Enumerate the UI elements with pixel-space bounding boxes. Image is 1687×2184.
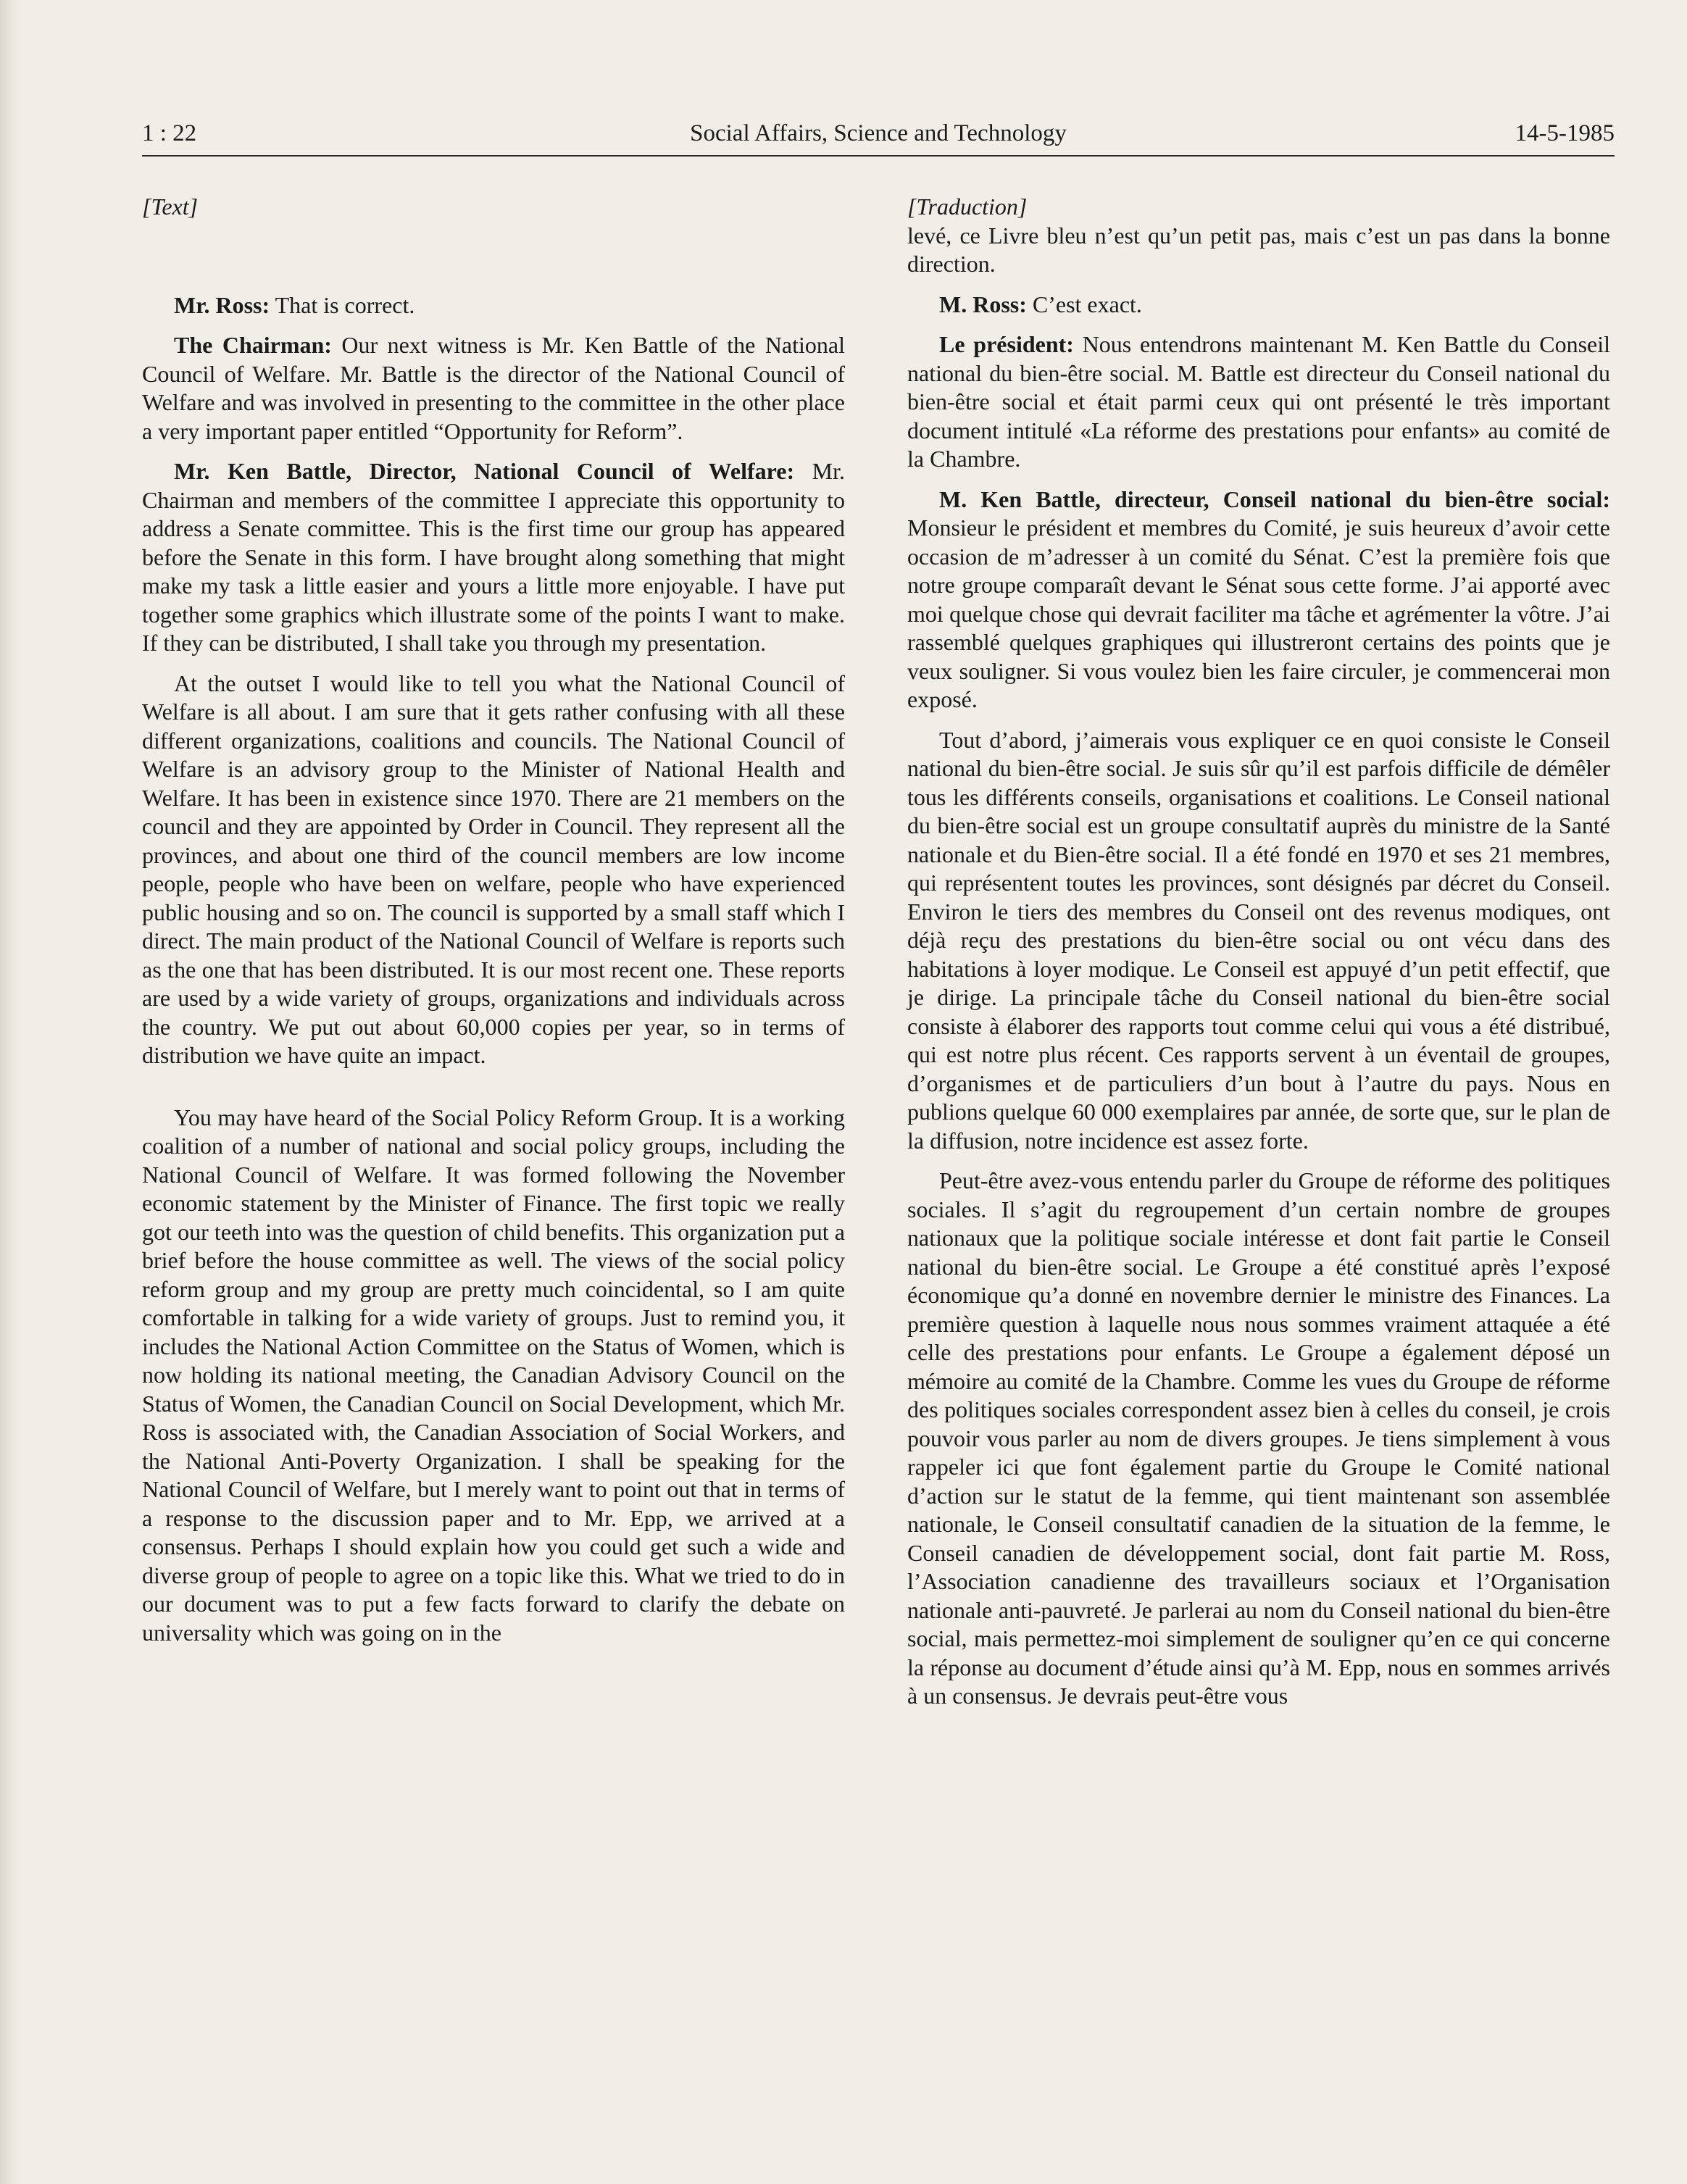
page-edge-shadow: [0, 0, 22, 2184]
speech-text: Nous entendrons maintenant M. Ken Battle du Conseil national du bien-être social. M. Battle est directeur du Conseil national du bien-être social et était parmi ceux qui ont présenté le très important document intitulé «La réforme des prestations pour enfants» au comité de la Chambre.: [907, 331, 1611, 472]
speaker-name: Mr. Ken Battle, Director, National Council of Welfare:: [174, 458, 795, 484]
paragraph-chairman: [142, 331, 845, 446]
header-rule: [142, 155, 1615, 157]
speaker-name: M. Ross:: [939, 291, 1027, 317]
speaker-name: Le président:: [939, 331, 1074, 357]
header-page-ref: 1 : 22: [142, 120, 197, 146]
paragraph-council: Tout d’abord, j’aimerais vous expliquer ce en quoi consiste le Conseil national du bien-être social. Je suis sûr qu’il est parfois difficile de démêler tous les différents conseils, organisations et coalitions. Le Conseil national du bien-être social est un groupe consultatif auprès du ministre de la Santé nationale et du Bien-être social. Il a été fondé en 1970 et ses 21 membres, qui représentent toutes les provinces, sont désignés par décret du Conseil. Environ le tiers des membres du Conseil ont des revenus modiques, ont déjà reçu des prestations du bien-être social ou ont vécu dans des habitations à loyer modique. Le Conseil est appuyé d’un petit effectif, que je dirige. La principale tâche du Conseil national du bien-être social consiste à élaborer des rapports tout comme celui qui vous a été distribué, qui est notre plus récent. Ces rapports servent à un éventail de groupes, d’organismes et de particuliers d’un bout à l’autre du pays. Nous en publions quelque 60 000 exemplaires par année, de sorte que, sur le plan de la diffusion, notre incidence est assez forte.: [907, 726, 1610, 1154]
english-column: [142, 193, 845, 1659]
paragraph-continued: levé, ce Livre bleu n’est qu’un petit pas, mais c’est un pas dans la bonne direction.: [907, 222, 1610, 277]
french-column: [907, 193, 1610, 1722]
paragraph-ross: [907, 291, 1610, 320]
speech-text: Monsieur le président et membres du Comité, je suis heureux d’avoir cette occasion de m’adresser à un comité du Sénat. C’est la première fois que notre groupe comparaît devant le Sénat sous cette forme. J’ai apporté avec moi quelque chose qui devrait faciliter ma tâche et agrémenter la vôtre. J’ai rassemblé quelques graphiques qui illustreront certains des points que je veux souligner. Si vous voulez bien les faire circuler, je commencerai mon exposé.: [907, 514, 1610, 712]
header-title: Social Affairs, Science and Technology: [690, 120, 1067, 146]
paragraph-battle: [142, 457, 845, 658]
paragraph-reform-group: You may have heard of the Social Policy Reform Group. It is a working coalition of a number of national and social policy groups, including the National Council of Welfare. It was formed following the November economic statement by the Minister of Finance. The first topic we really got our teeth into was the question of child benefits. This organization put a brief before the house committee as well. The views of the social policy reform group and my group are pretty much coincidental, so I am quite comfortable in talking for a wide variety of groups. Just to remind you, it includes the National Action Committee on the Status of Women, which is now holding its national meeting, the Canadian Advisory Council on the Status of Women, the Canadian Council on Social Development, which Mr. Ross is associated with, the Canadian Association of Social Workers, and the National Anti-Poverty Organization. I shall be speaking for the National Council of Welfare, but I merely want to point out that in terms of a response to the discussion paper and to Mr. Epp, we arrived at a consensus. Perhaps I should explain how you could get such a wide and diverse group of people to agree on a topic like this. What we tried to do in our document was to put a few facts forward to clarify the debate on universality which was going on in the: [142, 1104, 845, 1646]
paragraph-council: At the outset I would like to tell you what the National Council of Welfare is all about. I am sure that it gets rather confusing with all these different organizations, coalitions and councils. The National Council of Welfare is an advisory group to the Minister of National Health and Welfare. It has been in existence since 1970. There are 21 members on the council and they are appointed by Order in Council. They represent all the provinces, and about one third of the council members are low income people, people who have been on welfare, people who have experienced public housing and so on. The council is supported by a small staff which I direct. The main product of the National Council of Welfare is reports such as the one that has been distributed. It is our most recent one. These reports are used by a wide variety of groups, organizations and individuals across the country. We put out about 60,000 copies per year, so in terms of distribution we have quite an impact.: [142, 670, 845, 1068]
column-label: [Text]: [142, 193, 199, 220]
column-label: [Traduction]: [907, 193, 1028, 220]
speech-text: C’est exact.: [1026, 291, 1142, 317]
header-date: 14-5-1985: [1515, 120, 1615, 146]
speech-text: Our next witness is Mr. Ken Battle of the National Council of Welfare. Mr. Battle is the director of the National Council of Welfare and was involved in presenting to the committee in the other place a very important paper entitled “Opportunity for Reform”.: [142, 332, 845, 444]
speech-text: That is correct.: [270, 291, 415, 318]
paragraph-ross: [142, 291, 845, 320]
paragraph-reform-group: Peut-être avez-vous entendu parler du Groupe de réforme des politiques sociales. Il s’agit du regroupement d’un certain nombre de groupes nationaux que la politique sociale intéresse et dont fait partie le Conseil national du bien-être social. Le Groupe a été constitué après l’exposé économique qu’a donné en novembre dernier le ministre des Finances. La première question à laquelle nous nous sommes vraiment attaquée a été celle des prestations pour enfants. Le Groupe a également déposé un mémoire au comité de la Chambre. Comme les vues du Groupe de réforme des politiques sociales correspondent assez bien à celles du conseil, je crois pouvoir vous parler au nom de divers groupes. Je tiens simplement à vous rappeler ici que font également partie du Groupe le Comité national d’action sur le statut de la femme, qui tient maintenant son assemblée nationale, le Conseil consultatif canadien de la situation de la femme, le Conseil canadien de développement social, dont fait partie M. Ross, l’Association canadienne des travailleurs sociaux et l’Organisation nationale anti-pauvreté. Je parlerai au nom du Conseil national du bien-être social, mais permettez-moi simplement de souligner qu’en ce qui concerne la réponse au document d’étude ainsi qu’à M. Epp, nous en sommes arrivés à un consensus. Je devrais peut-être vous: [907, 1167, 1610, 1709]
paragraph-chairman: [907, 330, 1610, 474]
speaker-name: The Chairman:: [174, 332, 332, 358]
paragraph-battle: [907, 485, 1610, 714]
speaker-name: M. Ken Battle, directeur, Conseil national du bien-être social:: [939, 485, 1610, 512]
speaker-name: Mr. Ross:: [174, 291, 270, 318]
speech-text: Mr. Chairman and members of the committee I appreciate this opportunity to address a Senate committee. This is the first time our group has appeared before the Senate in this form. I have brought along something that might make my task a little easier and yours a little more enjoyable. I have put together some graphics which illustrate some of the points I want to make. If they can be distributed, I shall take you through my presentation.: [142, 458, 846, 656]
